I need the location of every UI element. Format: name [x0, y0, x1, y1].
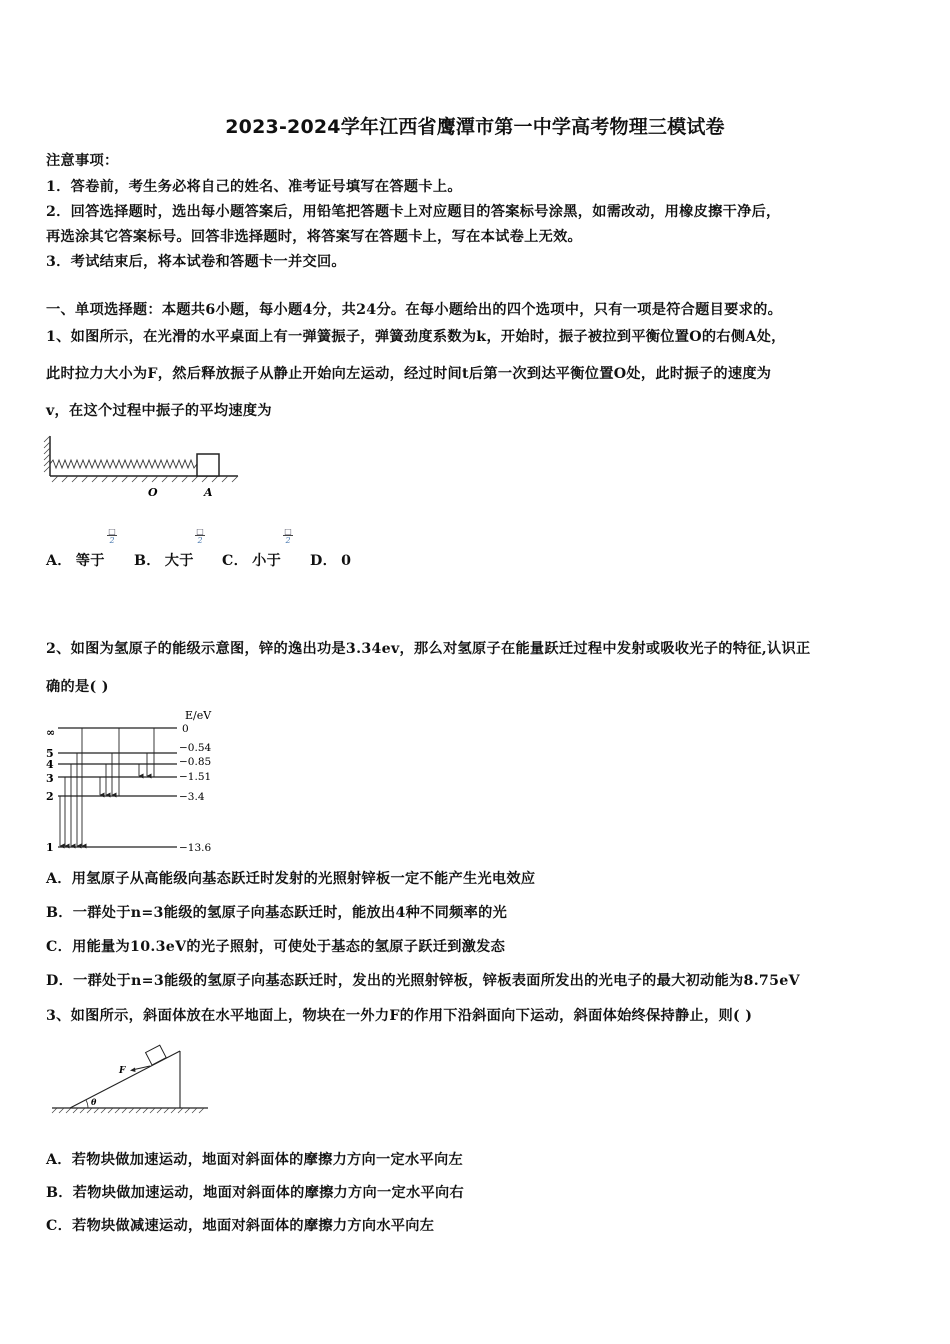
notice-item-2-cont: 再选涂其它答案标号。回答非选择题时，将答案写在答题卡上，写在本试卷上无效。: [46, 229, 583, 245]
svg-text:4: 4: [46, 758, 54, 771]
option-letter: B．: [134, 553, 161, 569]
axis-label: E/eV: [185, 709, 212, 722]
option-text: 0: [341, 553, 352, 569]
option-letter: D．: [310, 553, 338, 569]
label-o: O: [148, 486, 158, 499]
svg-text:3: 3: [46, 772, 54, 785]
notice-heading: 注意事项：: [46, 153, 119, 169]
svg-text:∞: ∞: [46, 726, 56, 739]
q1-option-c[interactable]: [222, 551, 281, 571]
svg-text:0: 0: [182, 723, 189, 735]
q1-option-c-fraction: □ 2: [284, 527, 292, 545]
svg-text:2: 2: [46, 790, 54, 803]
q2-stem-line-1: 2、如图为氢原子的能级示意图，锌的逸出功是3.34ev，那么对氢原子在能量跃迁过程中发射或吸收光子的特征,认识正: [46, 641, 811, 657]
q1-option-d[interactable]: [310, 551, 351, 571]
option-letter: C．: [222, 553, 249, 569]
q1-option-a[interactable]: [46, 551, 105, 571]
q1-stem-line-1: 1、如图所示，在光滑的水平桌面上有一弹簧振子，弹簧劲度系数为k，开始时，振子被拉到平衡位置O的右侧A处，: [46, 329, 786, 345]
spring-oscillator-figure: [42, 432, 247, 504]
q1-stem-line-2: 此时拉力大小为F，然后释放振子从静止开始向左运动，经过时间t后第一次到达平衡位置O处，此时振子的速度为: [46, 366, 772, 382]
notice-item-1: 1．答卷前，考生务必将自己的姓名、准考证号填写在答题卡上。: [46, 179, 462, 195]
q1-stem-line-3: v，在这个过程中振子的平均速度为: [46, 403, 272, 419]
option-text: 等于: [75, 553, 105, 569]
q1-option-a-fraction: □ 2: [108, 527, 116, 545]
q1-option-b-fraction: □ 2: [196, 527, 204, 545]
svg-text:−1.51: −1.51: [179, 771, 212, 783]
svg-text:5: 5: [46, 747, 54, 760]
q2-option-b[interactable]: B．一群处于n=3能级的氢原子向基态跃迁时，能放出4种不同频率的光: [46, 905, 508, 921]
q2-stem-line-2: 确的是( ): [46, 679, 109, 695]
notice-item-2: 2．回答选择题时，选出每小题答案后，用铅笔把答题卡上对应题目的答案标号涂黑，如需改动，用橡皮擦干净后，: [46, 204, 781, 220]
label-f: F: [119, 1066, 126, 1076]
label-a: A: [204, 486, 213, 499]
option-letter: A．: [46, 553, 72, 569]
svg-text:−13.6: −13.6: [179, 842, 212, 854]
q2-option-c[interactable]: C．用能量为10.3eV的光子照射，可使处于基态的氢原子跃迁到激发态: [46, 939, 506, 955]
energy-level-diagram: [42, 705, 232, 855]
section-heading: 一、单项选择题：本题共6小题，每小题4分，共24分。在每小题给出的四个选项中，只有一项是符合题目要求的。: [46, 302, 783, 318]
option-text: 小于: [252, 553, 282, 569]
label-theta: θ: [91, 1097, 97, 1107]
incline-figure: [48, 1038, 218, 1116]
q2-option-d[interactable]: D．一群处于n=3能级的氢原子向基态跃迁时，发出的光照射锌板，锌板表面所发出的光电子的最大初动能为8.75eV: [46, 973, 800, 989]
svg-text:−0.85: −0.85: [179, 756, 212, 768]
page-title: 2023-2024学年江西省鹰潭市第一中学高考物理三模试卷: [225, 116, 725, 138]
svg-text:−0.54: −0.54: [179, 742, 212, 754]
option-text: 大于: [164, 553, 194, 569]
q3-option-b[interactable]: B．若物块做加速运动，地面对斜面体的摩擦力方向一定水平向右: [46, 1185, 464, 1201]
q3-option-a[interactable]: A．若物块做加速运动，地面对斜面体的摩擦力方向一定水平向左: [46, 1152, 463, 1168]
q3-stem-line-1: 3、如图所示，斜面体放在水平地面上，物块在一外力F的作用下沿斜面向下运动，斜面体始终保持静止，则( ): [46, 1008, 753, 1024]
svg-text:−3.4: −3.4: [179, 791, 205, 803]
q1-option-b[interactable]: [134, 551, 194, 571]
q2-option-a[interactable]: A．用氢原子从高能级向基态跃迁时发射的光照射锌板一定不能产生光电效应: [46, 871, 536, 887]
q3-option-c[interactable]: C．若物块做减速运动，地面对斜面体的摩擦力方向水平向左: [46, 1218, 435, 1234]
svg-text:1: 1: [46, 841, 54, 854]
notice-item-3: 3．考试结束后，将本试卷和答题卡一并交回。: [46, 254, 346, 270]
